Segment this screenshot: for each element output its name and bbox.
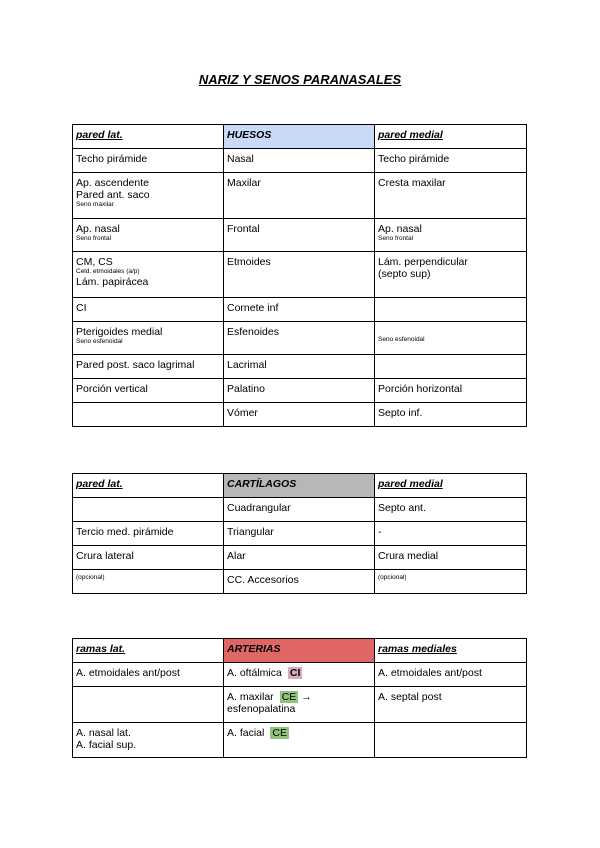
cell-cartilage: Cuadrangular [224,498,375,522]
cell-bone: Cornete inf [224,298,375,322]
cell-lat [73,498,224,522]
cell-artery [224,723,375,758]
cell-text: Ap. nasal [76,223,120,235]
cell-lat [73,322,224,355]
cell-text: Pterigoides medial [76,326,163,338]
header-huesos: HUESOS [224,125,375,149]
header-pared-lat: pared lat. [73,474,224,498]
table-row [73,522,527,546]
cell-med: Techo pirámide [375,149,527,173]
cell-artery [224,663,375,687]
cell-text: Pared ant. saco [76,189,150,201]
cell-lat: CI [73,298,224,322]
header-ramas-mediales: ramas mediales [375,639,527,663]
cell-lat: Pared post. saco lagrimal [73,355,224,379]
table-row [73,298,527,322]
cell-med: - [375,522,527,546]
cell-note: Seno esfenoidal [76,338,123,345]
cell-bone: Nasal [224,149,375,173]
cell-med [375,252,527,298]
table-header-row [73,474,527,498]
arterias-table [72,638,527,758]
cell-cartilage: CC. Accesorios [224,570,375,594]
cell-lat [73,219,224,252]
artery-name: A. oftálmica [227,667,282,679]
cell-note: Seno frontal [76,235,112,242]
cell-note: (opcional) [378,574,407,581]
ci-badge: CI [289,667,301,679]
cell-lat: Crura lateral [73,546,224,570]
cell-med [375,723,527,758]
cell-cartilage: Alar [224,546,375,570]
cell-lat [73,403,224,427]
table-row [73,173,527,219]
cell-lat: Porción vertical [73,379,224,403]
header-pared-lat: pared lat. [73,125,224,149]
table-row [73,355,527,379]
table-row [73,687,527,723]
artery-name: A. maxilar [227,691,274,703]
table-row [73,252,527,298]
table-row [73,723,527,758]
cell-lat: Tercio med. pirámide [73,522,224,546]
cell-med: A. septal post [375,687,527,723]
cell-text: Lám. papirácea [76,276,149,288]
table-row [73,570,527,594]
cell-note: Celd. etmoidales (a/p) [76,268,140,275]
cell-med [375,570,527,594]
artery-name: A. facial [227,727,265,739]
cell-med [375,219,527,252]
cell-bone: Frontal [224,219,375,252]
cell-bone: Palatino [224,379,375,403]
cell-bone: Lacrimal [224,355,375,379]
cell-lat [73,723,224,758]
table-row [73,546,527,570]
cell-med: Crura medial [375,546,527,570]
table-row [73,149,527,173]
cell-med [375,298,527,322]
cell-text: Ap. nasal [378,223,422,235]
table-row [73,322,527,355]
huesos-table [72,124,527,427]
table-row [73,403,527,427]
cell-text: A. facial sup. [76,739,137,751]
cell-lat [73,173,224,219]
page-title: NARIZ Y SENOS PARANASALES [198,72,402,87]
table-row [73,498,527,522]
artery-name-cont: esfenopalatina [227,703,296,715]
cell-med: Septo ant. [375,498,527,522]
cell-lat [73,687,224,723]
cell-bone: Maxilar [224,173,375,219]
cell-bone: Etmoides [224,252,375,298]
cell-artery [224,687,375,723]
cell-med [375,355,527,379]
cell-text: Ap. ascendente [76,177,149,189]
cell-note: Seno maxilar [76,201,114,208]
table-row [73,379,527,403]
header-arterias: ARTERIAS [224,639,375,663]
cell-bone: Esfenoides [224,322,375,355]
table-row [73,219,527,252]
cell-text: CM, CS [76,256,113,268]
cell-med [375,322,527,355]
arrow-icon: → [301,691,312,703]
cartilagos-table [72,473,527,594]
cell-text: (septo sup) [378,268,431,280]
table-row [73,663,527,687]
header-pared-medial: pared medial [375,474,527,498]
cell-lat: Techo pirámide [73,149,224,173]
cell-note: Seno frontal [378,235,414,242]
cell-med: Septo inf. [375,403,527,427]
header-pared-medial: pared medial [375,125,527,149]
header-ramas-lat: ramas lat. [73,639,224,663]
cell-med: Cresta maxilar [375,173,527,219]
cell-med: A. etmoidales ant/post [375,663,527,687]
ce-badge: CE [272,727,287,739]
cell-cartilage: Triangular [224,522,375,546]
cell-note: (opcional) [76,574,105,581]
cell-text: A. nasal lat. [76,727,131,739]
cell-lat: A. etmoidales ant/post [73,663,224,687]
table-header-row [73,639,527,663]
cell-lat [73,252,224,298]
cell-med: Porción horizontal [375,379,527,403]
cell-lat [73,570,224,594]
cell-text: Lám. perpendicular [378,256,468,268]
cell-note: Seno esfenoidal [378,336,425,343]
header-cartilagos: CARTÍLAGOS [224,474,375,498]
cell-bone: Vómer [224,403,375,427]
table-header-row [73,125,527,149]
ce-badge: CE [281,691,297,703]
